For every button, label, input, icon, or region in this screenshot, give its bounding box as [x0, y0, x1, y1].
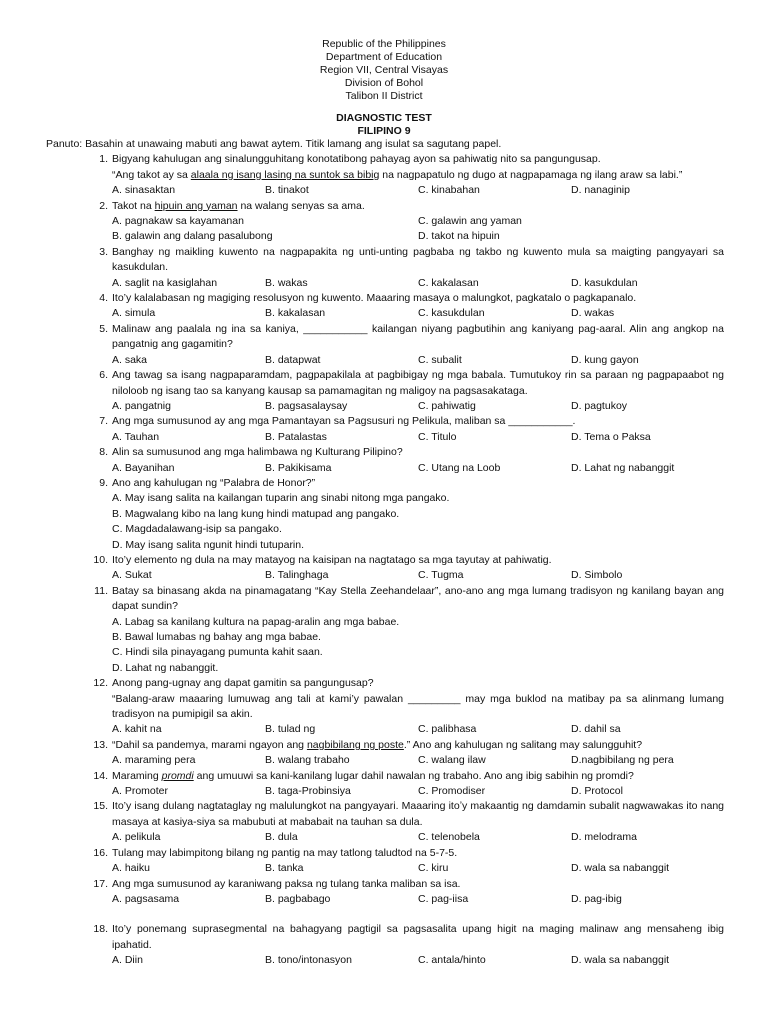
- question-number: 15.: [93, 800, 108, 813]
- question-number: 11.: [94, 584, 108, 597]
- choice-a[interactable]: A. haiku: [112, 862, 150, 875]
- choice-c[interactable]: C. palibhasa: [418, 723, 477, 736]
- underlined-phrase: nagbibilang ng poste: [306, 738, 404, 751]
- choice-a[interactable]: A. Bayanihan: [112, 461, 175, 474]
- question-stem: Anong pang-ugnay ang dapat gamitin sa pangungusap?: [112, 677, 374, 690]
- choice-d[interactable]: D. takot na hipuin: [418, 230, 500, 243]
- answer-choices: [112, 830, 724, 845]
- choice-a[interactable]: A. pelikula: [112, 831, 161, 844]
- choice-a[interactable]: A. simula: [112, 307, 156, 320]
- question-number: 5.: [99, 322, 108, 335]
- choice-a[interactable]: A. saka: [112, 353, 148, 366]
- question-15: [93, 799, 724, 845]
- choice-a[interactable]: A. maraming pera: [112, 754, 196, 767]
- question-number: 10.: [93, 553, 108, 566]
- choice-a[interactable]: A. May isang salita na kailangan tuparin ang sinabi nitong mga pangako.: [112, 492, 450, 505]
- question-quote: “Balang-araw maaaring lumuwag ang tali at kami’y pawalan _________ may mga buklod na matibay pa sa alinmang lumang tradisyon na pumipigil sa akin.: [112, 692, 724, 721]
- question-number: 12.: [93, 677, 108, 690]
- question-number: 18.: [93, 923, 108, 936]
- choice-c[interactable]: C. antala/hinto: [418, 954, 486, 967]
- choice-c[interactable]: C. Tugma: [418, 569, 464, 582]
- question-1: [99, 152, 724, 198]
- question-stem: [112, 738, 724, 753]
- stem-text: Maraming: [112, 769, 162, 782]
- question-4: [99, 291, 724, 322]
- underlined-phrase: promdi: [161, 769, 194, 782]
- stem-text: na walang senyas sa ama.: [237, 199, 365, 212]
- question-number: 9.: [99, 476, 108, 489]
- choice-c[interactable]: C. Hindi sila pinayagang pumunta kahit saan.: [112, 646, 323, 659]
- question-number: 16.: [93, 846, 108, 859]
- header-line: Talibon II District: [345, 90, 423, 102]
- choice-a[interactable]: A. saglit na kasiglahan: [112, 276, 218, 289]
- choice-d[interactable]: D. wala sa nabanggit: [571, 862, 670, 875]
- choice-b[interactable]: B. pagsasalaysay: [265, 399, 348, 412]
- question-stem: Ang mga sumusunod ay karaniwang paksa ng tulang tanka maliban sa isa.: [112, 877, 461, 890]
- choice-b[interactable]: B. tinakot: [265, 184, 309, 197]
- header-line: Republic of the Philippines: [322, 38, 446, 50]
- stem-text: ang umuuwi sa kani-kanilang lugar dahil nawalan ng trabaho. Ano ang ibig sabihin ng promdi?: [193, 769, 634, 782]
- answer-choices: [112, 784, 724, 799]
- question-8: [99, 445, 724, 476]
- question-7: [99, 414, 724, 445]
- choice-c[interactable]: C. telenobela: [418, 831, 480, 844]
- question-stem: [112, 199, 724, 214]
- choice-a[interactable]: A. Labag sa kanilang kultura na papag-aralin ang mga babae.: [112, 615, 400, 628]
- choice-d[interactable]: D. pag-ibig: [571, 892, 622, 905]
- answer-choices: [112, 615, 724, 677]
- answer-choices: [112, 229, 724, 244]
- choice-c[interactable]: C. kiru: [418, 862, 449, 875]
- question-2: [99, 199, 724, 245]
- choice-c[interactable]: C. Titulo: [418, 430, 457, 443]
- choice-b[interactable]: B. Bawal lumabas ng bahay ang mga babae.: [112, 631, 321, 643]
- question-stem: Ang mga sumusunod ay ang mga Pamantayan sa Pagsusuri ng Pelikula, maliban sa ___________.: [112, 415, 576, 428]
- exam-page: [0, 38, 768, 969]
- choice-d[interactable]: D. melodrama: [571, 831, 637, 844]
- quote-text: na nagpapatulo ng dugo at nagpapamaga ng ilang araw sa labi.”: [379, 168, 683, 181]
- answer-choices: [112, 568, 724, 583]
- test-title: [0, 112, 768, 137]
- choice-d[interactable]: D. Lahat ng nabanggit: [571, 461, 675, 474]
- answer-choices: [112, 861, 724, 876]
- choice-d[interactable]: D. kung gayon: [571, 353, 639, 366]
- choice-a[interactable]: A. Promoter: [112, 785, 169, 798]
- choice-b[interactable]: B. datapwat: [265, 353, 321, 366]
- answer-choices: [112, 461, 724, 476]
- question-stem: Ito’y ponemang suprasegmental na bahagyang pagtigil sa pagsasalita upang higit na maging malinaw ang mensaheng ibig ipahatid.: [112, 923, 724, 951]
- choice-c[interactable]: C. kinabahan: [418, 184, 480, 197]
- choice-a[interactable]: A. Diin: [112, 954, 143, 967]
- answer-choices: [112, 353, 724, 368]
- question-stem: Malinaw ang paalala ng ina sa kaniya, ___________ kailangan niyang pagbutihin ang kaniyang pag-aaral. Alin ang angkop na pangatnig ang gagamitin?: [112, 322, 724, 351]
- question-number: 8.: [99, 446, 108, 459]
- question-stem: Tulang may labimpitong bilang ng pantig na may tatlong taludtod na 5-7-5.: [112, 846, 458, 859]
- answer-choices: [112, 722, 724, 737]
- choice-b[interactable]: B. wakas: [265, 276, 308, 289]
- question-stem: Ito’y kalalabasan ng magiging resolusyon ng kuwento. Maaaring masaya o malungkot, pagkatalo o pagkapanalo.: [112, 292, 637, 305]
- question-9: [99, 476, 724, 553]
- choice-b[interactable]: B. walang trabaho: [265, 754, 350, 767]
- question-number: 6.: [99, 369, 108, 382]
- choice-c[interactable]: C. walang ilaw: [418, 754, 486, 767]
- choice-b[interactable]: B. Patalastas: [265, 430, 327, 443]
- document-header: [0, 38, 768, 103]
- question-11: [94, 584, 724, 676]
- question-number: 17.: [93, 877, 108, 890]
- choice-b[interactable]: B. Pakikisama: [265, 461, 332, 474]
- choice-d[interactable]: D. nanaginip: [571, 184, 630, 197]
- choice-b[interactable]: B. tulad ng: [265, 723, 316, 736]
- answer-choices: [112, 430, 724, 445]
- answer-choices: [112, 183, 724, 198]
- choice-b[interactable]: B. dula: [265, 831, 298, 844]
- title-line: DIAGNOSTIC TEST: [336, 112, 432, 124]
- choice-b[interactable]: B. Talinghaga: [265, 569, 329, 582]
- answer-choices: [112, 491, 724, 553]
- choice-c[interactable]: C. kakalasan: [418, 276, 479, 289]
- choice-d[interactable]: D.nagbibilang ng pera: [571, 754, 674, 767]
- stem-text: Takot na: [112, 199, 155, 212]
- question-stem: Ano ang kahulugan ng “Palabra de Honor?”: [112, 476, 316, 489]
- choice-d[interactable]: D. Protocol: [571, 785, 623, 798]
- choice-c[interactable]: C. pahiwatig: [418, 399, 476, 412]
- choice-d[interactable]: D. Tema o Paksa: [571, 430, 651, 443]
- choice-c[interactable]: C. galawin ang yaman: [418, 215, 522, 228]
- answer-choices: [112, 753, 724, 768]
- choice-d[interactable]: D. pagtukoy: [571, 399, 628, 412]
- question-6: [99, 368, 724, 414]
- question-stem: [112, 769, 724, 784]
- stem-text: “Dahil sa pandemya, marami ngayon ang: [112, 738, 307, 751]
- answer-choices: [112, 953, 724, 968]
- question-number: 3.: [99, 245, 108, 258]
- question-number: 7.: [99, 415, 108, 428]
- answer-choices: [112, 276, 724, 291]
- question-number: 4.: [99, 292, 108, 305]
- question-10: [93, 553, 724, 584]
- answer-choices: [112, 892, 724, 907]
- choice-b[interactable]: B. galawin ang dalang pasalubong: [112, 230, 273, 243]
- underlined-phrase: alaala ng isang lasing na suntok sa bibig: [190, 168, 380, 181]
- question-13: [93, 738, 724, 769]
- question-14: [93, 769, 724, 800]
- quote-text: “Ang takot ay sa: [112, 168, 191, 181]
- choice-d[interactable]: D. kasukdulan: [571, 276, 638, 289]
- question-stem: Ito’y isang dulang nagtataglay ng malulungkot na pangyayari. Maaaring itoʼy makaantig ng damdamin subalit nagwawakas ito nang masaya at kasiya-siya sa mabubuti at mababait na tauhan sa dula.: [112, 800, 724, 828]
- header-line: Department of Education: [325, 51, 443, 63]
- choice-a[interactable]: A. sinasaktan: [112, 184, 176, 197]
- question-stem: Ito’y elemento ng dula na may matayog na kaisipan na nagtatago sa mga tayutay at pahiwatig.: [112, 553, 552, 566]
- question-number: 2.: [99, 199, 108, 212]
- question-number: 1.: [99, 153, 108, 166]
- question-16: [93, 846, 724, 877]
- choice-d[interactable]: D. Lahat ng nabanggit.: [112, 661, 219, 674]
- question-17: [93, 877, 724, 908]
- question-3: [99, 245, 724, 291]
- choice-b[interactable]: B. kakalasan: [265, 307, 326, 320]
- choice-b[interactable]: B. tono/intonasyon: [265, 954, 352, 967]
- choice-b[interactable]: B. tanka: [265, 862, 304, 875]
- question-number: 13.: [93, 738, 108, 751]
- instructions: Panuto: Basahin at unawaing mabuti ang bawat aytem. Titik lamang ang isulat sa sagutang papel.: [46, 138, 502, 150]
- choice-d[interactable]: D. May isang salita ngunit hindi tutuparin.: [112, 538, 305, 551]
- choice-d[interactable]: D. wakas: [571, 307, 615, 320]
- spacer: [0, 907, 768, 922]
- choice-c[interactable]: C. Magdadalawang-isip sa pangako.: [112, 523, 282, 536]
- choice-c[interactable]: C. Utang na Loob: [418, 461, 501, 474]
- choice-b[interactable]: B. taga-Probinsiya: [265, 785, 351, 798]
- subtitle-line: FILIPINO 9: [357, 124, 411, 137]
- question-stem: Alin sa sumusunod ang mga halimbawa ng Kulturang Pilipino?: [112, 446, 403, 459]
- question-18: [93, 922, 724, 968]
- choice-a[interactable]: A. pangatnig: [112, 399, 171, 412]
- underlined-phrase: hipuin ang yaman: [154, 199, 238, 212]
- choice-a[interactable]: A. pagsasama: [112, 892, 180, 905]
- answer-choices: [112, 399, 724, 414]
- question-stem: Bigyang kahulugan ang sinalungguhitang konotatibong pahayag ayon sa pahiwatig nito sa pangungusap.: [112, 153, 601, 166]
- question-5: [99, 322, 724, 368]
- choice-a[interactable]: A. pagnakaw sa kayamanan: [112, 215, 244, 228]
- stem-text: .” Ano ang kahulugan ng salitang may salungguhit?: [403, 738, 643, 751]
- choice-d[interactable]: D. Simbolo: [571, 569, 623, 582]
- choice-c[interactable]: C. subalit: [418, 353, 462, 366]
- choice-d[interactable]: D. wala sa nabanggit: [571, 954, 670, 967]
- question-stem: Ang tawag sa isang nagpaparamdam, pagpapakilala at pagbibigay ng mga babala. Tumutukoy rin sa paraan ng pagpapaabot ng niloloob ng isang tao sa kanyang kausap sa pamamagitan ng maligoy na pagsasakatagа.: [112, 369, 724, 397]
- choice-a[interactable]: A. Tauhan: [112, 430, 160, 443]
- answer-choices: [112, 214, 724, 229]
- question-quote: [112, 168, 724, 183]
- choice-b[interactable]: B. pagbabago: [265, 892, 331, 905]
- question-stem: Batay sa binasang akda na pinamagatang “Kay Stella Zeehandelaar”, ano-ano ang mga lumang tradisyon ng kanilang bayan ang dapat sundin?: [112, 584, 724, 613]
- question-12: [93, 676, 724, 738]
- choice-a[interactable]: A. Sukat: [112, 569, 152, 582]
- header-line: Region VII, Central Visayas: [319, 64, 449, 76]
- choice-c[interactable]: C. kasukdulan: [418, 307, 485, 320]
- choice-a[interactable]: A. kahit na: [112, 723, 162, 736]
- question-stem: Banghay ng maikling kuwento na nagpapakita ng unti-unting pagbaba ng takbo ng kuwento mula sa maigting pangyayari sa kasukdulan.: [112, 245, 724, 274]
- answer-choices: [112, 306, 724, 321]
- choice-c[interactable]: C. pag-iisa: [418, 892, 469, 905]
- choice-d[interactable]: D. dahil sa: [571, 723, 621, 736]
- header-line: Division of Bohol: [344, 77, 424, 89]
- choice-c[interactable]: C. Promodiser: [418, 785, 486, 798]
- choice-b[interactable]: B. Magwalang kibo na lang kung hindi matupad ang pangako.: [112, 507, 400, 520]
- question-number: 14.: [93, 769, 108, 782]
